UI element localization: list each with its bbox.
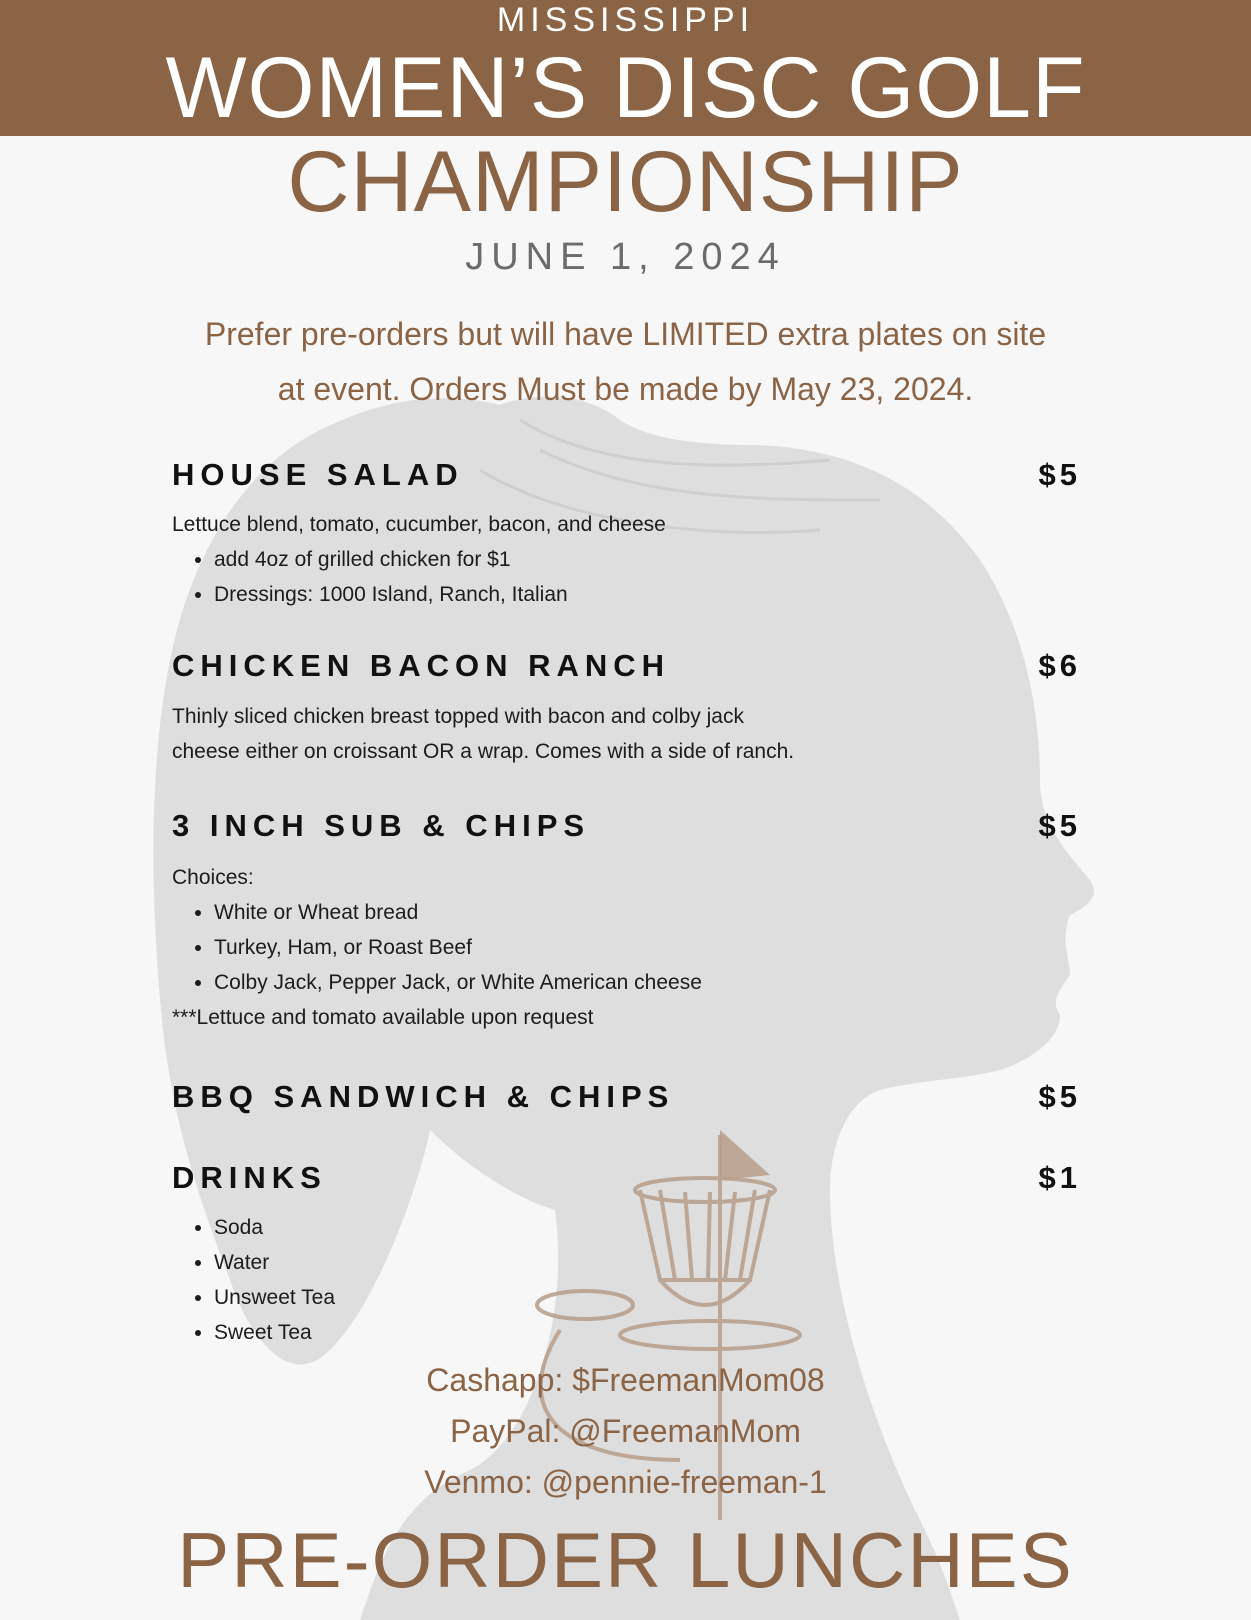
menu-item-options xyxy=(172,895,702,1000)
footer-title: PRE-ORDER LUNCHES xyxy=(177,1516,1074,1604)
event-title-line1: WOMEN’S DISC GOLF xyxy=(165,40,1086,136)
menu-item-title-house-salad: HOUSE SALAD xyxy=(172,457,464,492)
list-item: • add 4oz of grilled chicken for $1 xyxy=(214,542,666,577)
payment-info xyxy=(0,1355,1251,1508)
menu-item-description: Lettuce blend, tomato, cucumber, bacon, and cheese xyxy=(172,513,666,536)
list-item: • Unsweet Tea xyxy=(214,1280,335,1315)
menu-item-title-sub-chips: 3 INCH SUB & CHIPS xyxy=(172,808,591,843)
list-item: • Sweet Tea xyxy=(214,1315,335,1350)
menu-item-note: ***Lettuce and tomato available upon request xyxy=(172,1006,594,1029)
menu-item-description-line1: Thinly sliced chicken breast topped with bacon and colby jack xyxy=(172,705,744,728)
payment-venmo: Venmo: @pennie-freeman-1 xyxy=(424,1464,827,1500)
menu-item-options xyxy=(172,542,666,612)
menu-item-price-chicken-bacon-ranch: $6 xyxy=(1038,648,1081,683)
list-item: • Dressings: 1000 Island, Ranch, Italian xyxy=(214,577,666,612)
state-name: MISSISSIPPI xyxy=(496,1,755,39)
order-notice-line1: Prefer pre-orders but will have LIMITED extra plates on site xyxy=(204,316,1047,352)
menu-item-title-chicken-bacon-ranch: CHICKEN BACON RANCH xyxy=(172,648,671,683)
menu-item-description-line2: cheese either on croissant OR a wrap. Comes with a side of ranch. xyxy=(172,740,795,763)
order-notice xyxy=(140,307,1111,417)
menu-item-description: Choices: xyxy=(172,866,254,889)
header-banner xyxy=(0,0,1251,136)
list-item: • Colby Jack, Pepper Jack, or White American cheese xyxy=(214,965,702,1000)
event-date: JUNE 1, 2024 xyxy=(465,236,786,278)
menu-item-price-sub-chips: $5 xyxy=(1038,808,1081,843)
payment-paypal: PayPal: @FreemanMom xyxy=(450,1413,801,1449)
menu-item-title-bbq-sandwich: BBQ SANDWICH & CHIPS xyxy=(172,1079,675,1114)
menu-item-title-drinks: DRINKS xyxy=(172,1160,327,1195)
menu-item-price-house-salad: $5 xyxy=(1038,457,1081,492)
payment-cashapp: Cashapp: $FreemanMom08 xyxy=(426,1362,825,1398)
menu-item-desc-sub-chips xyxy=(172,860,702,1035)
list-item: • Water xyxy=(214,1245,335,1280)
menu-item-price-bbq-sandwich: $5 xyxy=(1038,1079,1081,1114)
list-item: • Soda xyxy=(214,1210,335,1245)
order-notice-line2: at event. Orders Must be made by May 23, 2024. xyxy=(277,371,974,407)
list-item: • White or Wheat bread xyxy=(214,895,702,930)
menu-item-desc-drinks xyxy=(172,1210,335,1350)
menu-item-price-drinks: $1 xyxy=(1038,1160,1081,1195)
event-title-line2: CHAMPIONSHIP xyxy=(287,134,964,230)
list-item: • Turkey, Ham, or Roast Beef xyxy=(214,930,702,965)
drink-options xyxy=(172,1210,335,1350)
menu-item-desc-house-salad xyxy=(172,507,666,612)
menu-item-desc-chicken-bacon-ranch xyxy=(172,699,794,769)
